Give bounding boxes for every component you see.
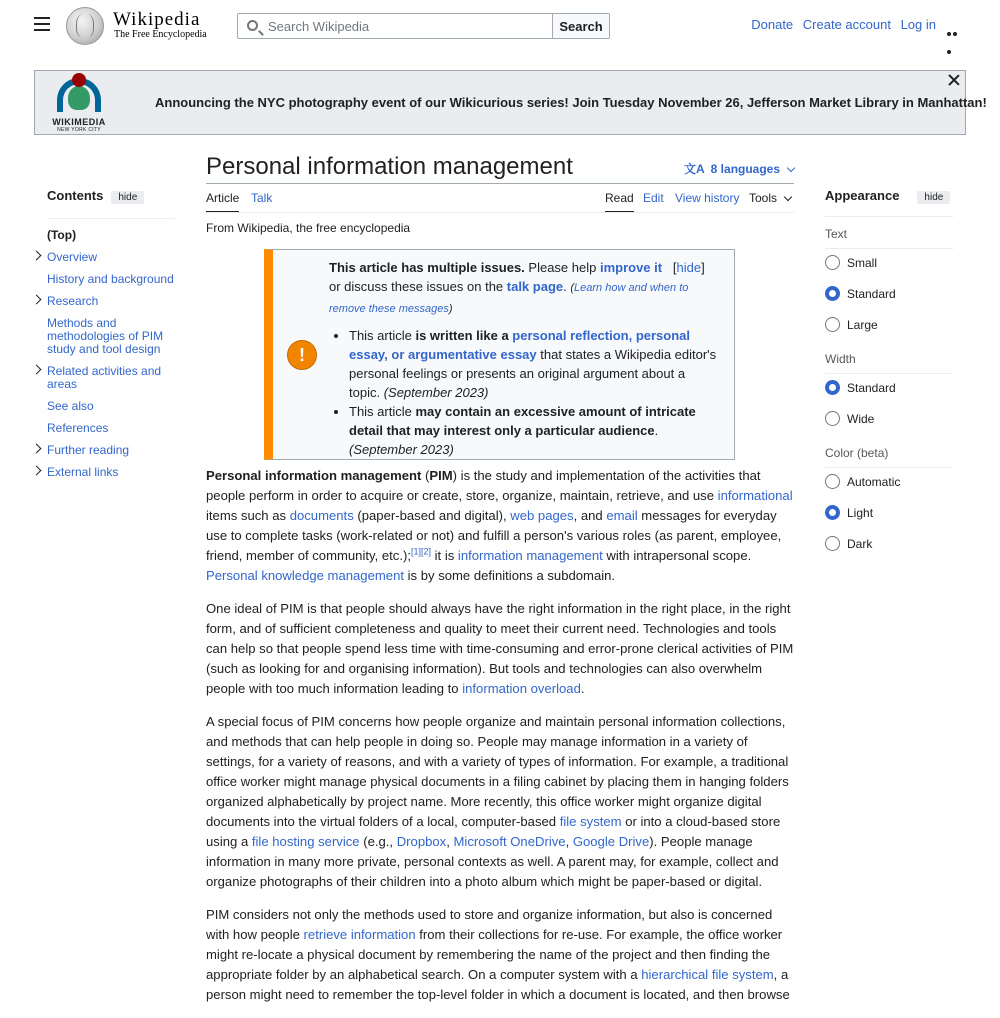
retrieve-information-link[interactable]: retrieve information xyxy=(303,927,416,942)
documents-link[interactable]: documents xyxy=(289,508,354,523)
radio-icon[interactable] xyxy=(825,536,840,551)
google-drive-link[interactable]: Google Drive xyxy=(572,834,650,849)
wikipedia-tagline: The Free Encyclopedia xyxy=(114,29,207,40)
radio-selected-icon[interactable] xyxy=(825,505,840,520)
chevron-right-icon[interactable] xyxy=(32,365,42,375)
paragraph: PIM considers not only the methods used to store and organize information, but also is concerned with how people retrieve information from their collections for re-use. For example, the office worker might re-locate a physical document by remembering the name of the project and then finding the appropriate folder by an alphabetical search. On a computer system with a hierarchical file system, a person might need to remember the top-level folder in which a document is located, and then browse xyxy=(206,907,790,1002)
appearance-hide-button[interactable]: hide xyxy=(917,191,950,204)
wikipedia-globe-logo[interactable] xyxy=(66,7,104,45)
language-button[interactable]: 文A 8 languages xyxy=(684,160,794,177)
text-standard-option[interactable]: Standard xyxy=(825,286,953,311)
tabs-divider xyxy=(206,212,794,213)
page-tabs xyxy=(206,191,794,213)
radio-icon[interactable] xyxy=(825,474,840,489)
tab-view-history[interactable]: View history xyxy=(675,191,740,205)
essay-link[interactable]: personal reflection, personal essay, or argumentative essay xyxy=(349,328,691,362)
radio-icon[interactable] xyxy=(825,255,840,270)
toc-title: Contents xyxy=(47,188,104,203)
toc-hide-button[interactable]: hide xyxy=(111,191,144,204)
search-box xyxy=(237,13,553,39)
log-in-link[interactable]: Log in xyxy=(900,17,936,32)
file-hosting-service-link[interactable]: file hosting service xyxy=(251,834,360,849)
tab-edit[interactable]: Edit xyxy=(643,191,664,205)
paragraph: One ideal of PIM is that people should always have the right information in the right place, in the right form, and of sufficient completeness and quality to meet their current need. Technologies and tools can help so that people spend less time with time-consuming and error-prone clerical activities of PIM (such as looking for and organising information). But tools and technologies can also overwhelm people with too much information leading to information overload. xyxy=(206,601,794,696)
radio-icon[interactable] xyxy=(825,411,840,426)
create-account-link[interactable]: Create account xyxy=(802,17,891,32)
toc-item-further-reading[interactable]: Further reading xyxy=(47,444,175,457)
toc-header xyxy=(47,188,175,204)
site-sub: From Wikipedia, the free encyclopedia xyxy=(206,221,411,235)
color-automatic-option[interactable]: Automatic xyxy=(825,474,953,499)
learn-how-link[interactable]: Learn how and when to remove these messages xyxy=(329,282,689,315)
width-standard-option[interactable]: Standard xyxy=(825,380,953,405)
title-divider xyxy=(206,183,794,184)
chevron-right-icon[interactable] xyxy=(32,466,42,476)
onedrive-link[interactable]: Microsoft OneDrive xyxy=(453,834,566,849)
article-body xyxy=(206,466,794,1018)
toc-item-research[interactable]: Research xyxy=(47,295,175,308)
radio-selected-icon[interactable] xyxy=(825,380,840,395)
email-link[interactable]: email xyxy=(606,508,638,523)
text-size-label: Text xyxy=(825,227,953,249)
color-light-option[interactable]: Light xyxy=(825,505,953,530)
text-large-option[interactable]: Large xyxy=(825,317,953,342)
page-title: Personal information management xyxy=(206,153,573,180)
search-button[interactable]: Search xyxy=(552,13,610,39)
search-input[interactable] xyxy=(266,15,546,37)
multiple-issues-box xyxy=(264,249,735,460)
hide-issues-link[interactable]: hide xyxy=(676,260,702,275)
chevron-down-icon xyxy=(787,164,795,172)
appearance-panel xyxy=(825,188,953,561)
text-small-option[interactable]: Small xyxy=(825,255,953,280)
issue-item: • This article is written like a personal reflection, personal essay, or argumentative essay that states a Wikipedia editor's personal feelings or presents an original argument about a topic. (September 2023) xyxy=(349,326,719,402)
toc-item-overview[interactable]: Overview xyxy=(47,251,175,264)
chevron-down-icon xyxy=(784,193,792,201)
color-label: Color (beta) xyxy=(825,446,953,468)
site-notice-banner xyxy=(34,70,987,135)
appearance-title: Appearance xyxy=(825,188,900,203)
toc-item-related[interactable]: Related activities and areas xyxy=(47,365,175,391)
table-of-contents xyxy=(47,188,175,488)
issue-item: • This article may contain an excessive amount of intricate detail that may interest only a particular audience. (September 2023) xyxy=(349,402,719,459)
chevron-right-icon[interactable] xyxy=(32,251,42,261)
file-system-link[interactable]: file system xyxy=(559,814,622,829)
paragraph: Personal information management (PIM) is the study and implementation of the activities that people perform in order to acquire or create, store, organize, maintain, retrieve, and use informational items such as documents (paper-based and digital), web pages, and email messages for everyday use to complete tasks (work-related or not) and fulfill a person's various roles (as parent, employee, friend, member of community, etc.);[1][2] it is information management with intrapersonal scope. Personal knowledge management is by some definitions a subdomain. xyxy=(206,468,793,583)
chevron-right-icon[interactable] xyxy=(32,295,42,305)
personal-knowledge-management-link[interactable]: Personal knowledge management xyxy=(206,568,404,583)
tab-article[interactable]: Article xyxy=(206,191,239,213)
tab-read[interactable]: Read xyxy=(605,191,634,213)
issues-body: This article has multiple issues. Please help improve it [hide] or discuss these issues on the talk page. (Learn how and when to remove these messages) • This article is written like a personal reflection, personal essay, or argumentative essay that states a Wikipedia editor's personal feelings or presents an original argument about a topic. (September 2023) • This article may contain an excessive amount of intricate detail that may interest only a particular audience. (September 2023) xyxy=(329,258,719,459)
close-icon[interactable] xyxy=(948,74,960,86)
donate-link[interactable]: Donate xyxy=(751,17,794,32)
radio-icon[interactable] xyxy=(825,317,840,332)
toc-item-top[interactable]: (Top) xyxy=(47,228,77,242)
toc-item-external-links[interactable]: External links xyxy=(47,466,175,479)
main-menu-icon[interactable] xyxy=(34,17,50,31)
information-overload-link[interactable]: information overload xyxy=(462,681,581,696)
radio-selected-icon[interactable] xyxy=(825,286,840,301)
hierarchical-file-system-link[interactable]: hierarchical file system xyxy=(641,967,774,982)
toc-item-history[interactable]: History and background xyxy=(47,272,174,286)
informational-link[interactable]: informational xyxy=(717,488,793,503)
search-icon xyxy=(247,20,258,31)
citation-1[interactable]: [1] xyxy=(410,546,421,557)
banner-message: Announcing the NYC photography event of our Wikicurious series! Join Tuesday November 26, Jefferson Market Library in Manhattan! xyxy=(155,95,987,110)
tab-talk[interactable]: Talk xyxy=(251,191,273,205)
wikimedia-nyc-logo: WIKIMEDIA NEW YORK CITY xyxy=(49,73,109,133)
improve-link[interactable]: improve it xyxy=(599,260,663,275)
color-dark-option[interactable]: Dark xyxy=(825,536,953,561)
citation-2[interactable]: [2] xyxy=(420,546,431,557)
talk-page-link[interactable]: talk page xyxy=(506,279,564,294)
toc-item-references[interactable]: References xyxy=(47,421,109,435)
more-options-icon[interactable] xyxy=(947,23,963,27)
wikipedia-wordmark[interactable]: Wikipedia xyxy=(113,9,201,30)
toc-item-see-also[interactable]: See also xyxy=(47,399,94,413)
width-label: Width xyxy=(825,352,953,374)
dropbox-link[interactable]: Dropbox xyxy=(396,834,447,849)
toc-item-methods[interactable]: Methods and methodologies of PIM study and tool design xyxy=(47,316,164,356)
site-header xyxy=(0,0,1000,52)
paragraph: A special focus of PIM concerns how people organize and maintain personal information collections, and methods that can help people in doing so. People may manage information in a variety of settings, for a variety of reasons, and with a variety of types of information. For example, a traditional office worker might manage physical documents in a filing cabinet by placing them in hanging folders organized alphabetically by project name. More recently, this office worker might organize digital documents into the virtual folders of a local, computer-based file system or into a cloud-based store using a file hosting service (e.g., Dropbox, Microsoft OneDrive, Google Drive). People manage information in many more private, personal contexts as well. A parent may, for example, collect and organize photographs of their children into a photo album which might be paper-based or digital. xyxy=(206,714,789,889)
user-links xyxy=(745,17,936,32)
appearance-header xyxy=(825,188,953,217)
translate-icon: 文A xyxy=(684,162,705,176)
chevron-right-icon[interactable] xyxy=(32,444,42,454)
information-management-link[interactable]: information management xyxy=(457,548,603,563)
warning-icon: ! xyxy=(287,340,317,370)
tools-menu[interactable]: Tools xyxy=(749,191,791,213)
width-wide-option[interactable]: Wide xyxy=(825,411,953,436)
toc-list xyxy=(47,218,175,479)
web-pages-link[interactable]: web pages xyxy=(510,508,574,523)
